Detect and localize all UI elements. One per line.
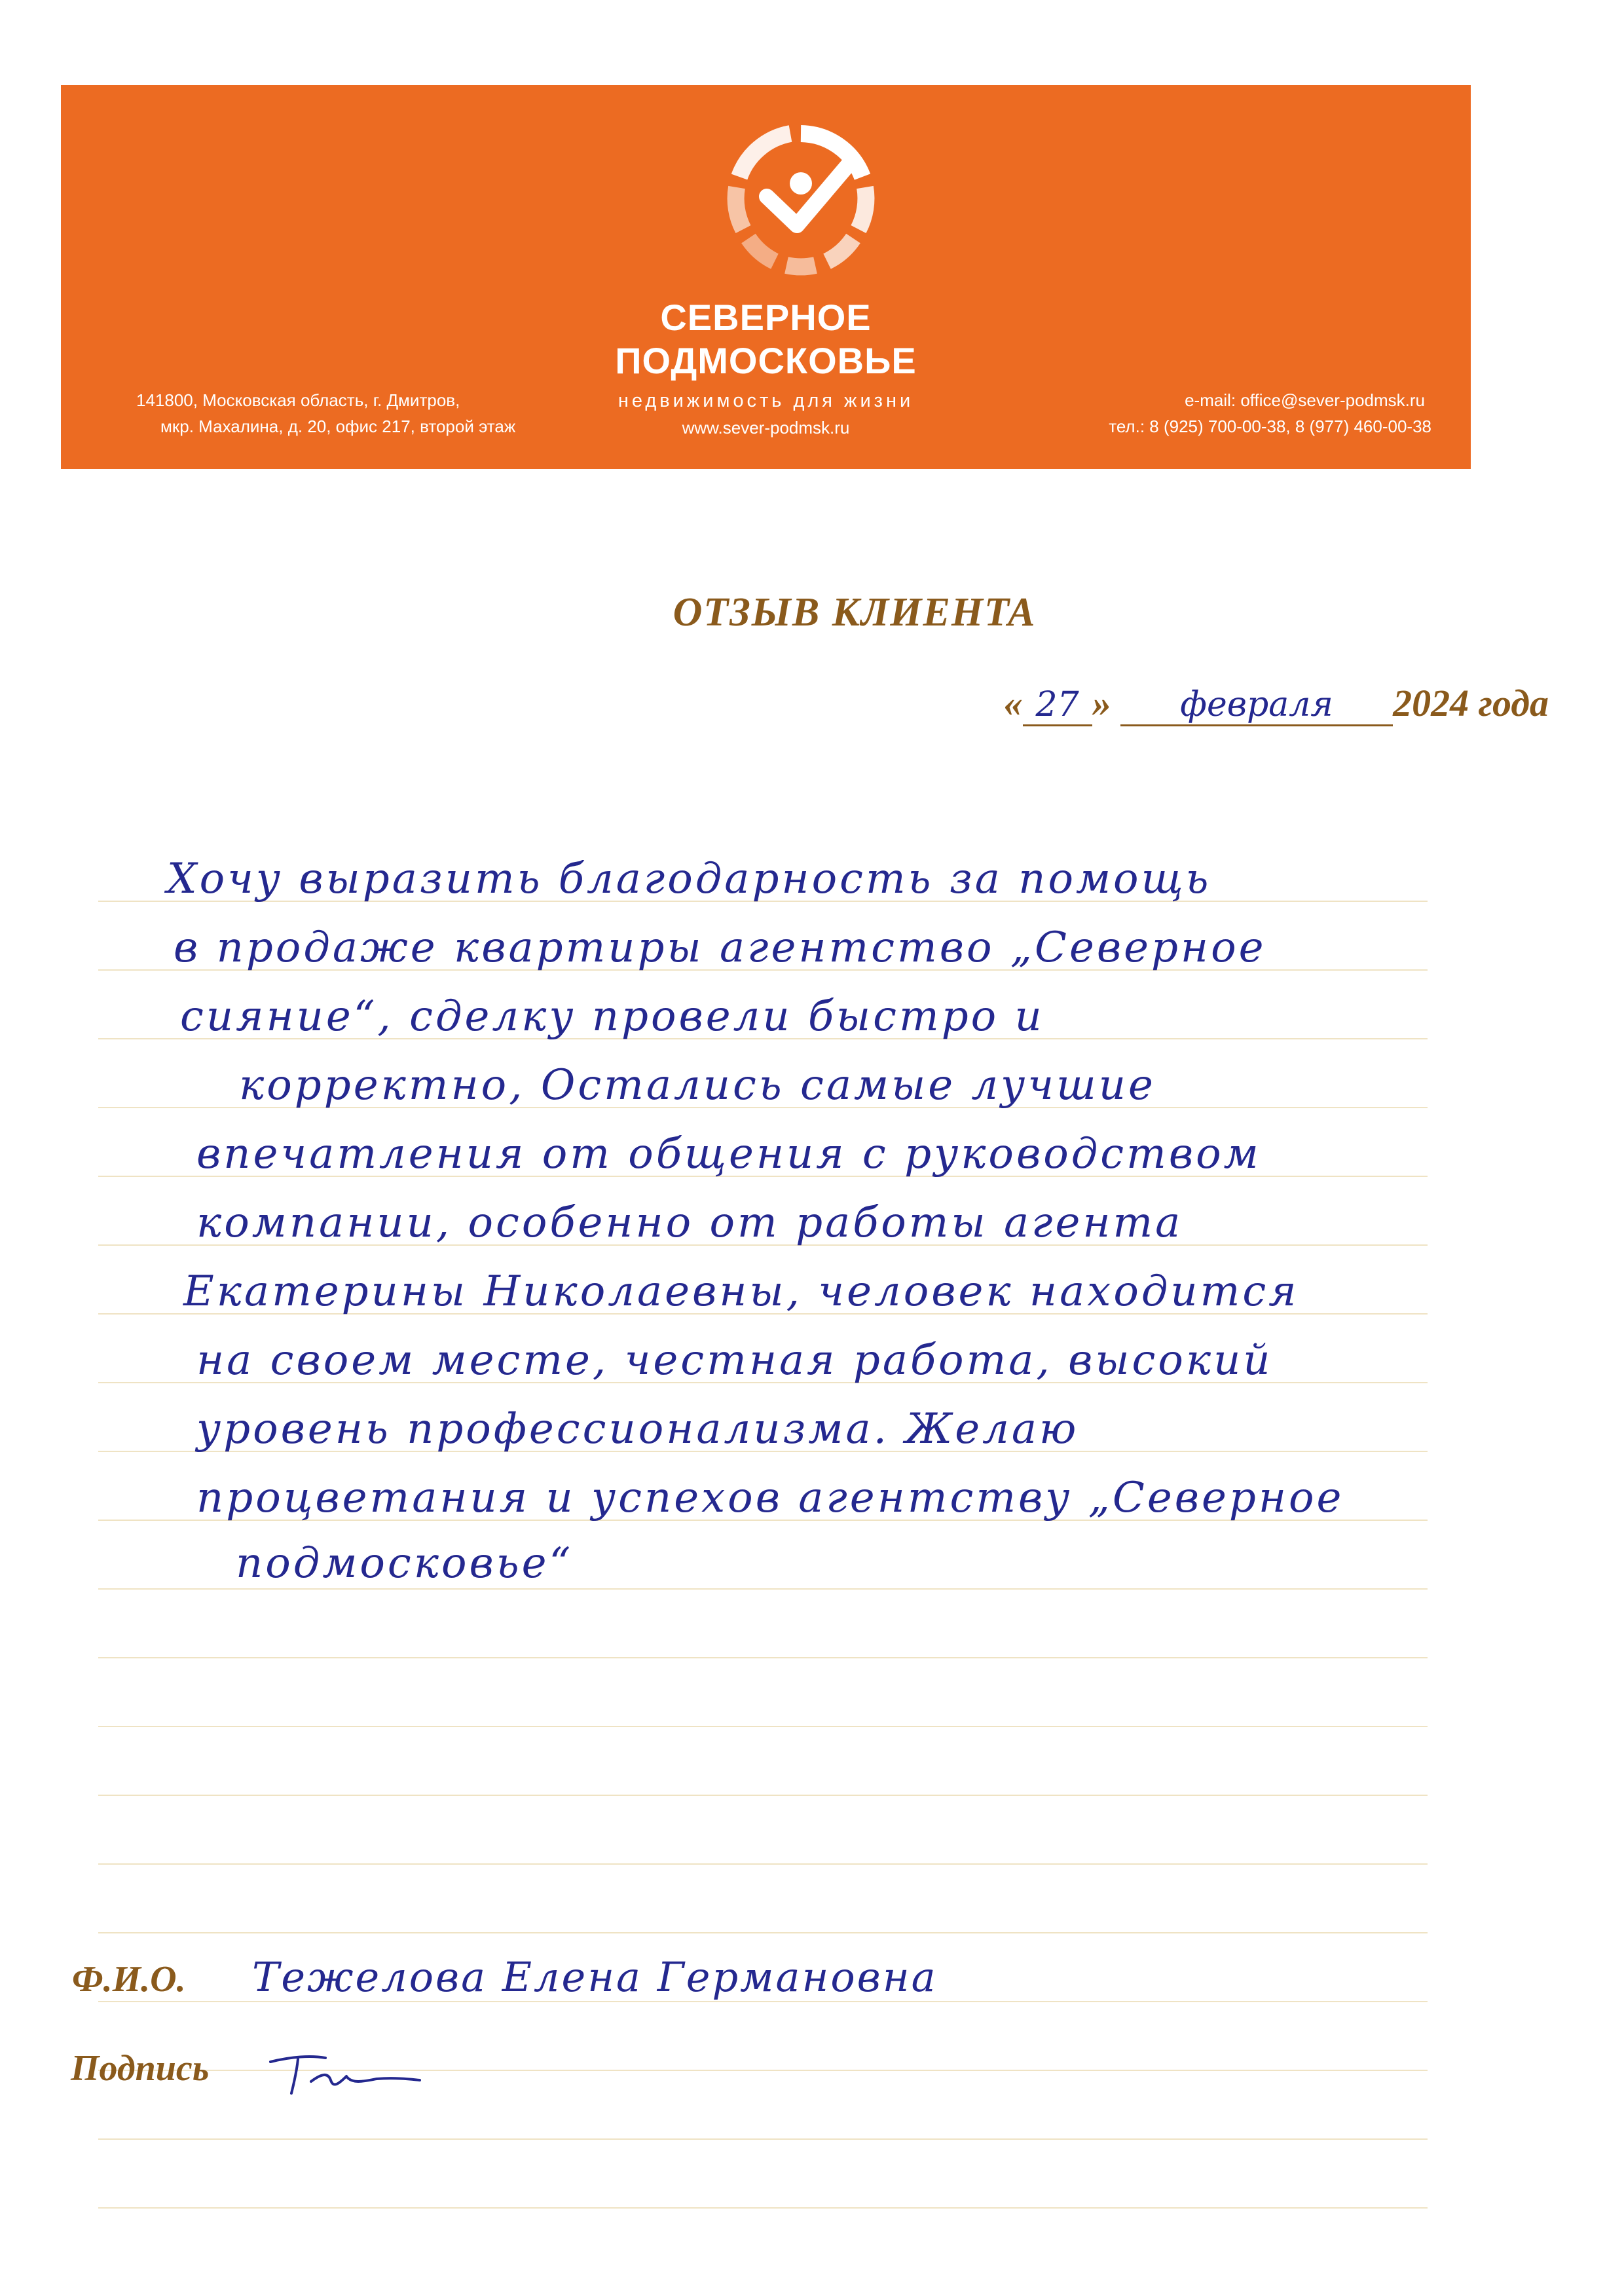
ruled-line	[98, 2207, 1428, 2209]
brand-tagline: недвижимость для жизни	[618, 390, 914, 411]
body-line: впечатления от общения с руководством	[196, 1130, 1261, 1178]
document-title: ОТЗЫВ КЛИЕНТА	[673, 590, 1037, 635]
company-phones: тел.: 8 (925) 700-00-38, 8 (977) 460-00-38	[1109, 417, 1431, 436]
body-line: подмосковье“	[236, 1539, 574, 1588]
address-line1: 141800, Московская область, г. Дмитров,	[136, 390, 460, 410]
ruled-line	[98, 2138, 1428, 2140]
date-open-quote: «	[1003, 682, 1023, 724]
body-line: сияние“, сделку провели быстро и	[180, 992, 1044, 1041]
date-day: 27	[1023, 685, 1092, 726]
handwritten-signature	[265, 2042, 422, 2101]
fio-label: Ф.И.О.	[72, 1959, 186, 2000]
ruled-line	[98, 1657, 1428, 1658]
fio-value: Тежелова Елена Германовна	[252, 1953, 938, 2001]
body-line: процветания и успехов агентству „Северное	[196, 1474, 1344, 1522]
company-email: e-mail: office@sever-podmsk.ru	[1185, 390, 1425, 410]
body-line: Екатерины Николаевны, человек находится	[183, 1267, 1299, 1316]
letterhead-banner	[61, 85, 1471, 469]
company-logo-icon	[720, 119, 882, 282]
signature-label: Подпись	[71, 2048, 210, 2089]
ruled-line	[98, 1588, 1428, 1590]
ruled-line	[98, 1932, 1428, 1933]
ruled-line	[98, 2001, 1428, 2002]
date-close-quote: »	[1092, 682, 1111, 724]
ruled-line	[98, 1726, 1428, 1727]
body-line: Хочу выразить благодарность за помощь	[167, 855, 1211, 903]
document-date	[1004, 681, 1549, 734]
company-website: www.sever-podmsk.ru	[682, 418, 850, 438]
ruled-line	[98, 1795, 1428, 1796]
date-year: 2024 года	[1393, 682, 1549, 724]
brand-name-line1: СЕВЕРНОЕ	[660, 297, 872, 338]
date-month: февраля	[1120, 685, 1393, 726]
address-line2: мкр. Махалина, д. 20, офис 217, второй этаж	[160, 417, 516, 436]
body-line: компании, особенно от работы агента	[196, 1199, 1183, 1247]
body-line: уровень профессионализма. Желаю	[196, 1405, 1079, 1453]
body-line: в продаже квартиры агентство „Северное	[174, 924, 1266, 972]
brand-name-line2: ПОДМОСКОВЬЕ	[615, 340, 917, 381]
ruled-line	[98, 1863, 1428, 1865]
body-line: на своем месте, честная работа, высокий	[196, 1336, 1273, 1385]
body-line: корректно, Остались самые лучшие	[239, 1061, 1156, 1110]
